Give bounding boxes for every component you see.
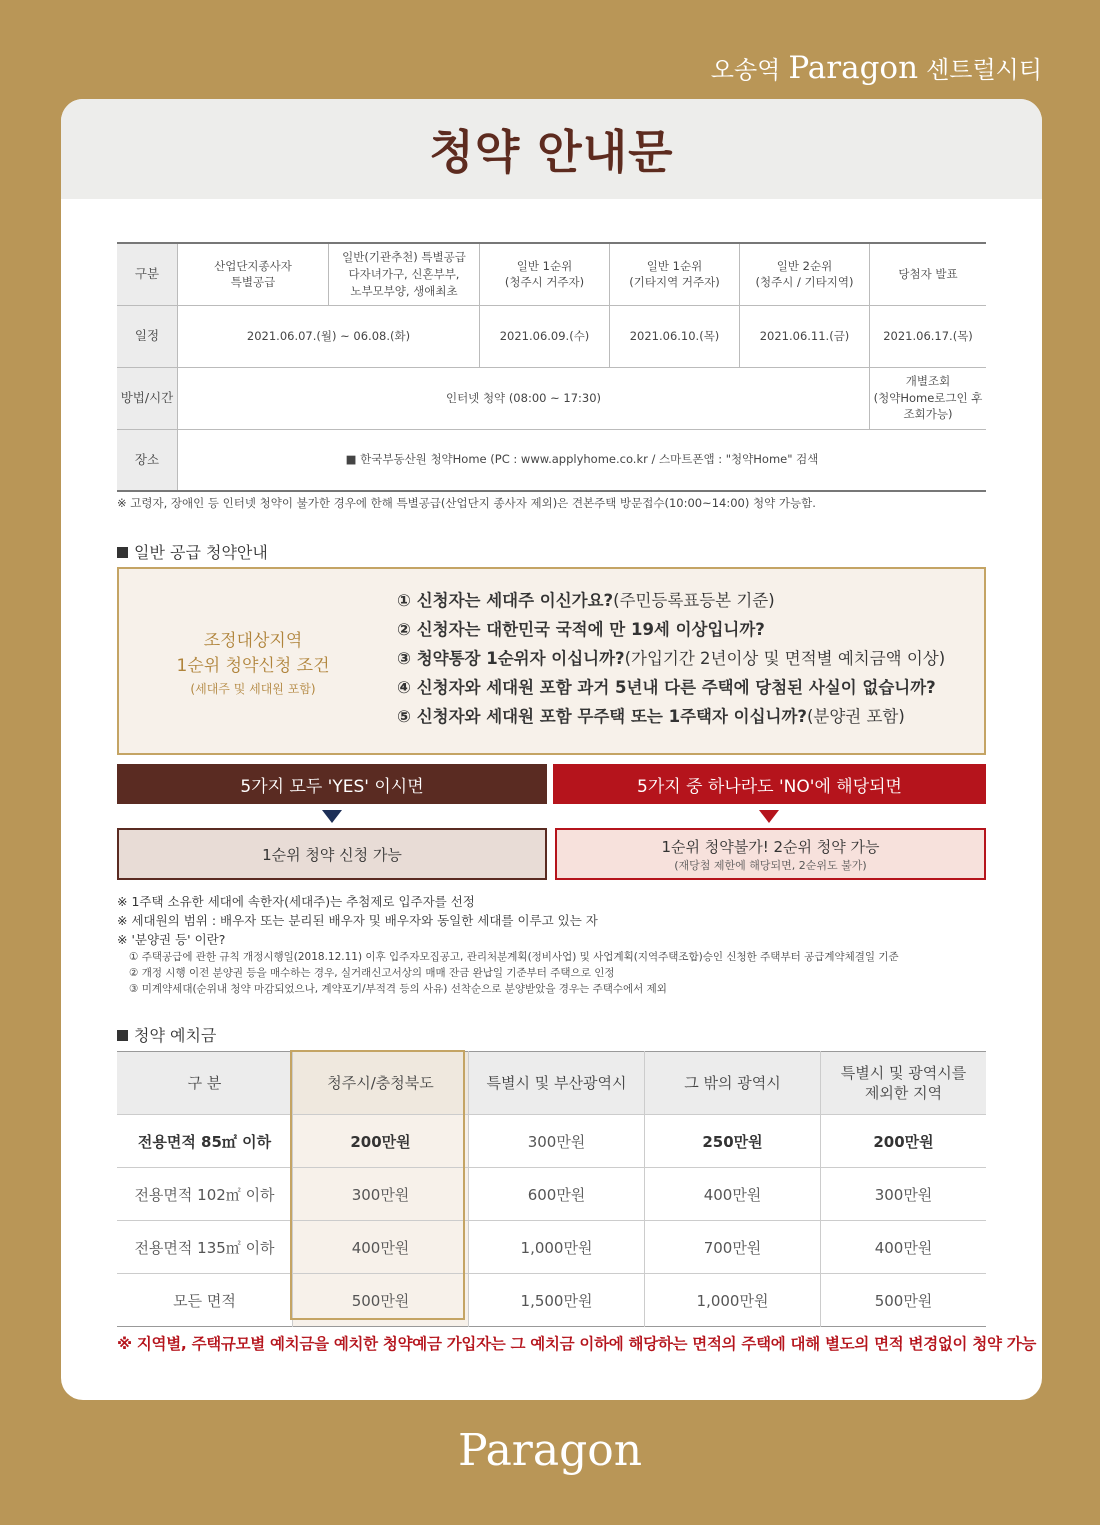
- deposit-cell: 전용면적 102㎡ 이하: [117, 1168, 293, 1221]
- deposit-row: [117, 1274, 986, 1327]
- deposit-table: [117, 1051, 986, 1327]
- notice-card: [61, 99, 1042, 1400]
- page-title: 청약 안내문: [429, 125, 674, 179]
- condition-item: [397, 673, 945, 702]
- deposit-cell: 1,500만원: [469, 1274, 645, 1327]
- brand-suffix: 센트럴시티: [926, 56, 1042, 84]
- schedule-header-cell: 일반 1순위 (청주시 거주자): [480, 243, 610, 305]
- general-notes: [117, 892, 986, 997]
- condition-main: ③ 청약통장 1순위자 이십니까?: [397, 649, 625, 668]
- deposit-cell: 400만원: [293, 1221, 469, 1274]
- condition-main: ① 신청자는 세대주 이신가요?: [397, 591, 614, 610]
- schedule-place-row: [117, 429, 986, 491]
- deposit-cell: 400만원: [821, 1221, 987, 1274]
- schedule-method: 인터넷 청약 (08:00 ~ 17:30): [178, 367, 870, 429]
- sub-note-line: ③ 미계약세대(순위내 청약 마감되었으나, 계약포기/부적격 등의 사유) 선착순으로 분양받았을 경우는 주택수에서 제외: [129, 983, 667, 995]
- schedule-date: 2021.06.07.(월) ~ 06.08.(화): [178, 305, 480, 367]
- section-title-deposit: [117, 1023, 986, 1046]
- deposit-header-cell: 특별시 및 부산광역시: [469, 1052, 645, 1115]
- final-note: ※ 지역별, 주택규모별 예치금을 예치한 청약예금 가입자는 그 예치금 이하에 해당하는 면적의 주택에 대해 별도의 면적 변경없이 청약 가능: [117, 1335, 1037, 1353]
- condition-main: ② 신청자는 대한민국 국적에 만 19세 이상입니까?: [397, 620, 765, 639]
- schedule-method-result: 개별조회 (청약Home로그인 후 조회가능): [870, 367, 987, 429]
- condition-sub: (가입기간 2년이상 및 면적별 예치금액 이상): [624, 649, 946, 668]
- deposit-header-row: [117, 1052, 986, 1115]
- card-header: [61, 99, 1042, 199]
- no-result-text: 1순위 청약불가! 2순위 청약 가능: [661, 837, 880, 856]
- arrow-down-icon: [759, 810, 779, 823]
- deposit-cell: 모든 면적: [117, 1274, 293, 1327]
- deposit-cell: 300만원: [469, 1115, 645, 1168]
- condition-sub: (분양권 포함): [806, 707, 905, 726]
- condition-item: [397, 644, 945, 673]
- conditions-heading-line: 조정대상지역: [203, 630, 303, 651]
- deposit-row: [117, 1115, 986, 1168]
- yes-bar: 5가지 모두 'YES' 이시면: [117, 764, 547, 804]
- schedule-table: [117, 242, 986, 492]
- condition-main: ⑤ 신청자와 세대원 포함 무주택 또는 1주택자 이십니까?: [397, 707, 807, 726]
- square-bullet-icon: [117, 547, 128, 558]
- deposit-cell: 700만원: [645, 1221, 821, 1274]
- schedule-header-cell: 산업단지종사자 특별공급: [178, 243, 329, 305]
- deposit-header-cell: 특별시 및 광역시를 제외한 지역: [821, 1052, 987, 1115]
- condition-item: [397, 586, 945, 615]
- brand-header: [711, 50, 1042, 86]
- section-title-general: [117, 540, 986, 563]
- sub-note-line: ① 주택공급에 관한 규칙 개정시행일(2018.12.11) 이후 입주자모집공고, 관리처분계획(정비사업) 및 사업계획(지역주택조합)승인 신청한 주택부터 공급계약체결일 기준: [129, 951, 899, 963]
- schedule-header-cell: 일반 1순위 (기타지역 거주자): [610, 243, 740, 305]
- note-line: ※ 세대원의 범위 : 배우자 또는 분리된 배우자 및 배우자와 동일한 세대를 이루고 있는 자: [117, 913, 598, 928]
- schedule-header-cell: 일반 2순위 (청주시 / 기타지역): [740, 243, 870, 305]
- deposit-header-cell: 구 분: [117, 1052, 293, 1115]
- deposit-cell: 1,000만원: [469, 1221, 645, 1274]
- schedule-method-row: [117, 367, 986, 429]
- deposit-header-cell: 청주시/충청북도: [293, 1052, 469, 1115]
- conditions-list: [397, 586, 945, 731]
- condition-sub: (주민등록표등본 기준): [613, 591, 775, 610]
- footer-logo: Paragon: [457, 1425, 643, 1476]
- schedule-place: ■ 한국부동산원 청약Home (PC : www.applyhome.co.kr / 스마트폰앱 : "청약Home" 검색: [178, 429, 987, 491]
- deposit-cell: 300만원: [821, 1168, 987, 1221]
- conditions-box: [117, 567, 986, 755]
- schedule-date: 2021.06.09.(수): [480, 305, 610, 367]
- deposit-cell: 300만원: [293, 1168, 469, 1221]
- deposit-cell: 200만원: [821, 1115, 987, 1168]
- note-line: ※ 1주택 소유한 세대에 속한자(세대주)는 추첨제로 입주자를 선정: [117, 894, 475, 909]
- schedule-label: 일정: [117, 305, 178, 367]
- no-bar: 5가지 중 하나라도 'NO'에 해당되면: [553, 764, 986, 804]
- schedule-header-row: [117, 243, 986, 305]
- schedule-header-cell: 일반(기관추천) 특별공급 다자녀가구, 신혼부부, 노부모부양, 생애최초: [329, 243, 480, 305]
- yes-result-box: [117, 828, 547, 880]
- schedule-date: 2021.06.10.(목): [610, 305, 740, 367]
- deposit-cell: 200만원: [293, 1115, 469, 1168]
- schedule-header-cell: 당첨자 발표: [870, 243, 987, 305]
- deposit-header-cell: 그 밖의 광역시: [645, 1052, 821, 1115]
- deposit-cell: 600만원: [469, 1168, 645, 1221]
- deposit-cell: 400만원: [645, 1168, 821, 1221]
- schedule-date-row: [117, 305, 986, 367]
- condition-item: [397, 702, 945, 731]
- deposit-row: [117, 1221, 986, 1274]
- deposit-row: [117, 1168, 986, 1221]
- section-title-text: 청약 예치금: [134, 1026, 217, 1045]
- deposit-cell: 전용면적 85㎡ 이하: [117, 1115, 293, 1168]
- schedule-date: 2021.06.11.(금): [740, 305, 870, 367]
- square-bullet-icon: [117, 1030, 128, 1041]
- schedule-label: 장소: [117, 429, 178, 491]
- yes-result-text: 1순위 청약 신청 가능: [262, 845, 402, 864]
- no-result-sub: (재당첨 제한에 해당되면, 2순위도 불가): [674, 858, 867, 872]
- schedule-label: 구분: [117, 243, 178, 305]
- condition-main: ④ 신청자와 세대원 포함 과거 5년내 다른 주택에 당첨된 사실이 없습니까?: [397, 678, 936, 697]
- deposit-cell: 250만원: [645, 1115, 821, 1168]
- conditions-heading: [119, 569, 387, 753]
- sub-note-line: ② 개정 시행 이전 분양권 등을 매수하는 경우, 실거래신고서상의 매매 잔금 완납일 기준부터 주택으로 인정: [129, 967, 615, 979]
- deposit-cell: 500만원: [821, 1274, 987, 1327]
- schedule-label: 방법/시간: [117, 367, 178, 429]
- deposit-cell: 1,000만원: [645, 1274, 821, 1327]
- arrow-down-icon: [322, 810, 342, 823]
- schedule-note: ※ 고령자, 장애인 등 인터넷 청약이 불가한 경우에 한해 특별공급(산업단지 종사자 제외)은 견본주택 방문접수(10:00~14:00) 청약 가능함.: [117, 496, 816, 510]
- conditions-heading-sub: (세대주 및 세대원 포함): [190, 681, 316, 696]
- brand-logo: Paragon: [788, 50, 919, 86]
- conditions-heading-line: 1순위 청약신청 조건: [176, 655, 330, 676]
- deposit-cell: 전용면적 135㎡ 이하: [117, 1221, 293, 1274]
- condition-item: [397, 615, 945, 644]
- no-result-box: [555, 828, 986, 880]
- schedule-date: 2021.06.17.(목): [870, 305, 987, 367]
- deposit-cell: 500만원: [293, 1274, 469, 1327]
- brand-station: 오송역: [710, 56, 781, 84]
- note-line: ※ '분양권 등' 이란?: [117, 932, 226, 947]
- section-title-text: 일반 공급 청약안내: [134, 543, 268, 562]
